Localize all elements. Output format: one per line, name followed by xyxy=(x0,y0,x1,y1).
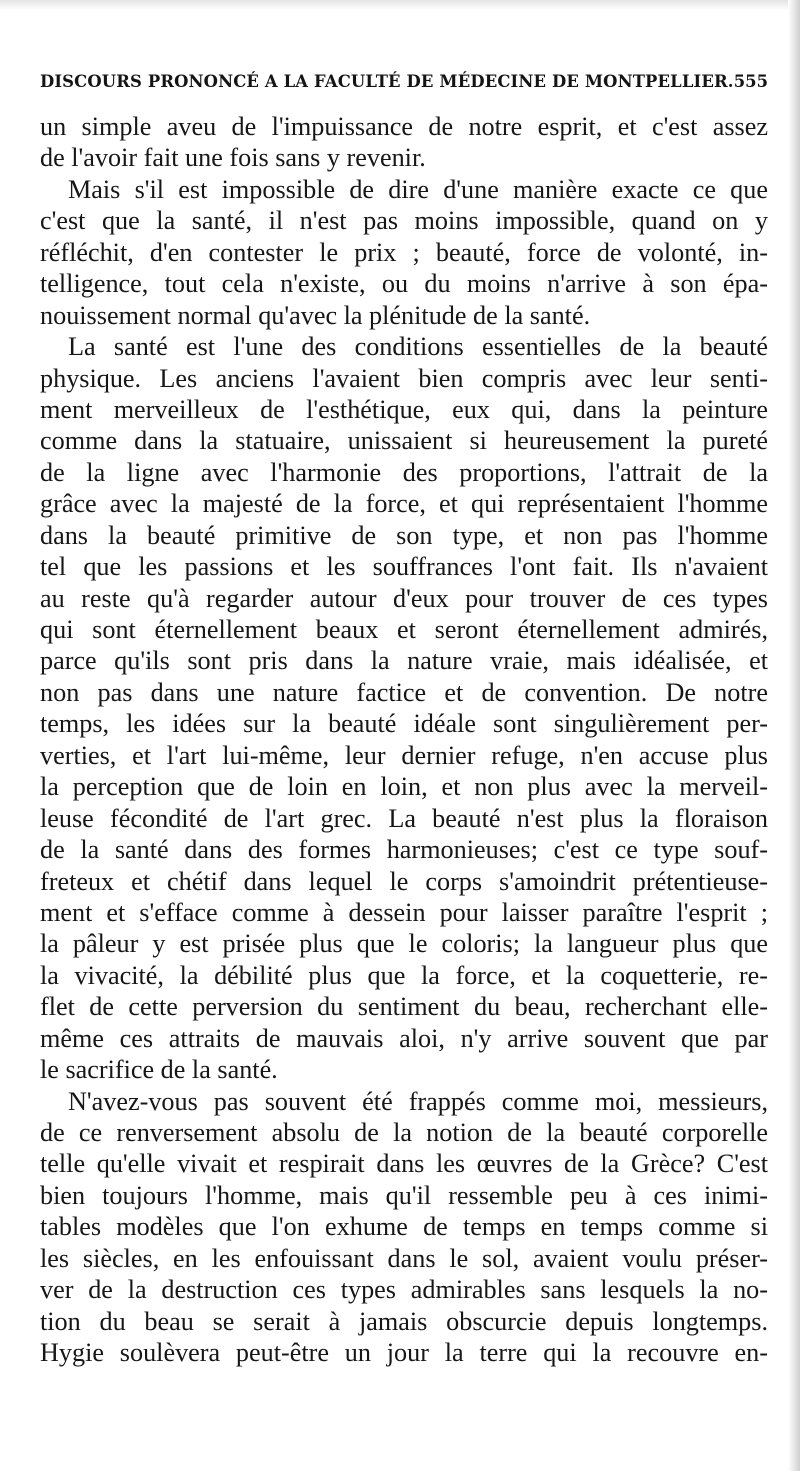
text-line: la perception que de loin en loin, et non plus avec la merveil- xyxy=(40,772,768,802)
text-line: bien toujours l'homme, mais qu'il ressemble peu à ces inimi- xyxy=(40,1180,768,1210)
text-line: flet de cette perversion du sentiment du beau, recherchant elle- xyxy=(40,992,768,1022)
text-line: Hygie soulèvera peut-être un jour la terre qui la recouvre en- xyxy=(40,1338,768,1368)
text-line: telligence, tout cela n'existe, ou du moins n'arrive à son épa- xyxy=(40,269,768,299)
text-line: de la ligne avec l'harmonie des proportions, l'attrait de la xyxy=(40,457,768,487)
text-line: la vivacité, la débilité plus que la force, et la coquetterie, re- xyxy=(40,960,768,990)
paragraph xyxy=(40,111,768,174)
text-line: tables modèles que l'on exhume de temps en temps comme si xyxy=(40,1212,768,1242)
paragraph xyxy=(40,174,768,331)
text-line: réfléchit, d'en contester le prix ; beauté, force de volonté, in- xyxy=(40,237,768,267)
text-line: leuse fécondité de l'art grec. La beauté n'est plus la floraison xyxy=(40,803,768,833)
text-line: la pâleur y est prisée plus que le coloris; la langueur plus que xyxy=(40,929,768,959)
text-line: tion du beau se serait à jamais obscurcie depuis longtemps. xyxy=(40,1306,768,1336)
scan-edge-shadow xyxy=(788,0,800,1471)
text-line: comme dans la statuaire, unissaient si heureusement la pureté xyxy=(40,426,768,456)
text-line: ver de la destruction ces types admirables sans lesquels la no- xyxy=(40,1275,768,1305)
text-line: le sacrifice de la santé. xyxy=(40,1055,278,1085)
text-line: La santé est l'une des conditions essentielles de la beauté xyxy=(68,332,768,362)
text-line: de ce renversement absolu de la notion de la beauté corporelle xyxy=(40,1118,768,1147)
text-line: de l'avoir fait une fois sans y revenir. xyxy=(40,143,426,173)
paragraph xyxy=(40,1086,768,1369)
text-line: non pas dans une nature factice et de convention. De notre xyxy=(40,677,768,707)
text-line: ment merveilleux de l'esthétique, eux qui, dans la peinture xyxy=(40,394,768,424)
text-line: grâce avec la majesté de la force, et qui représentaient l'homme xyxy=(40,489,768,519)
text-line: N'avez-vous pas souvent été frappés comme moi, messieurs, xyxy=(68,1086,768,1116)
text-line: tel que les passions et les souffrances l'ont fait. Ils n'avaient xyxy=(40,552,768,582)
text-line: nouissement normal qu'avec la plénitude de la santé. xyxy=(40,300,591,330)
text-line: même ces attraits de mauvais aloi, n'y arrive souvent que par xyxy=(40,1023,768,1053)
text-line: qui sont éternellement beaux et seront éternellement admirés, xyxy=(40,615,768,644)
text-line: un simple aveu de l'impuissance de notre esprit, et c'est assez xyxy=(40,112,768,141)
text-line: verties, et l'art lui-même, leur dernier refuge, n'en accuse plus xyxy=(40,740,768,770)
scan-top-shadow xyxy=(0,0,800,10)
text-line: Mais s'il est impossible de dire d'une manière exacte ce que xyxy=(68,174,768,204)
text-line: parce qu'ils sont pris dans la nature vraie, mais idéalisée, et xyxy=(40,646,768,676)
text-line: ment et s'efface comme à dessein pour laisser paraître l'esprit ; xyxy=(40,897,768,927)
text-line: c'est que la santé, il n'est pas moins impossible, quand on y xyxy=(40,206,768,236)
text-line: dans la beauté primitive de son type, et non pas l'homme xyxy=(40,520,768,550)
paragraph xyxy=(40,331,768,1086)
text-line: telle qu'elle vivait et respirait dans les œuvres de la Grèce? C'est xyxy=(40,1149,768,1179)
running-title: DISCOURS PRONONCÉ A LA FACULTÉ DE MÉDECINE DE MONTPELLIER. xyxy=(40,72,734,91)
page-number: 555 xyxy=(733,72,768,91)
text-line: temps, les idées sur la beauté idéale sont singulièrement per- xyxy=(40,709,768,739)
text-line: physique. Les anciens l'avaient bien compris avec leur senti- xyxy=(40,363,768,393)
text-line: les siècles, en les enfouissant dans le sol, avaient voulu préser- xyxy=(40,1243,768,1273)
running-header xyxy=(40,68,768,100)
text-line: freteux et chétif dans lequel le corps s'amoindrit prétentieuse- xyxy=(40,866,768,896)
text-line: de la santé dans des formes harmonieuses; c'est ce type souf- xyxy=(40,835,768,865)
text-line: au reste qu'à regarder autour d'eux pour trouver de ces types xyxy=(40,583,768,613)
body-text xyxy=(40,111,768,1369)
